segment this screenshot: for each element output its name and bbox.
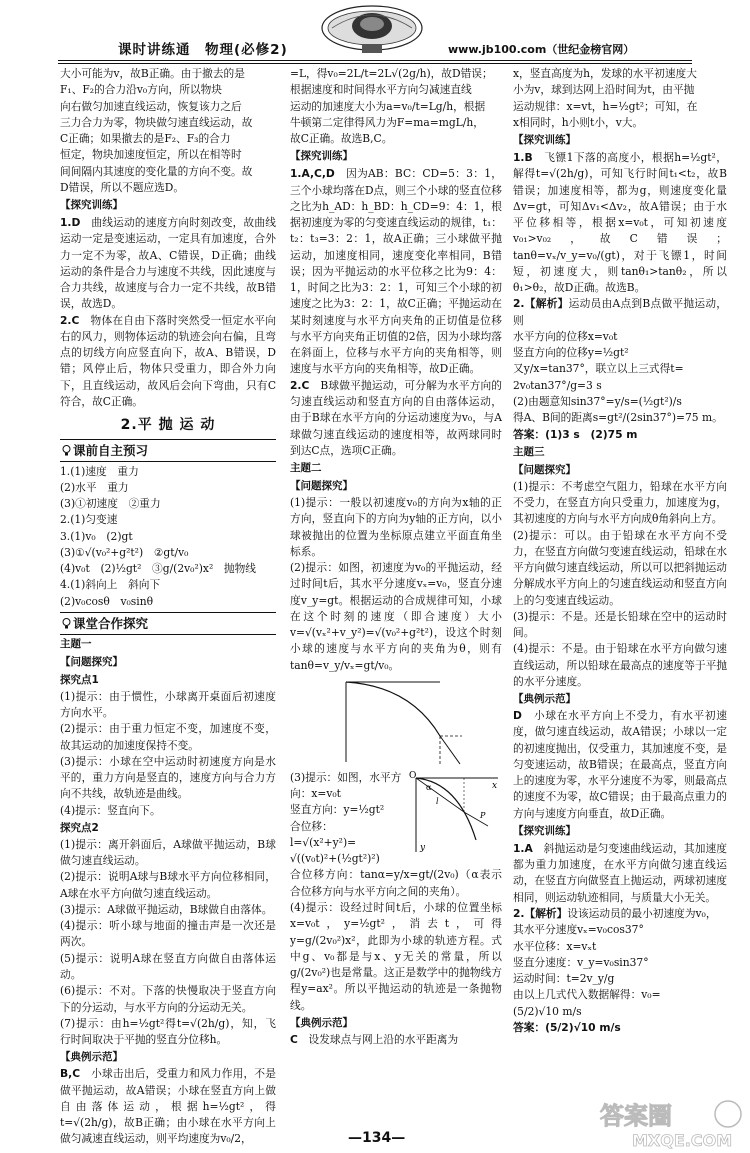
x-label: x — [492, 780, 498, 791]
answer-item — [513, 841, 727, 906]
answer-text: 曲线运动的速度方向时刻改变，故曲线运动一定是变速运动，一定具有加速度，合外力一定不为零，故A、C错误，D正确；曲线运动的条件是合力与速度不共线，因此速度与合力共线，故速度与合力一定不共线，故B错误，故选D。 — [60, 216, 276, 311]
band-heading-text: 课前自主预习 — [73, 442, 149, 458]
answer-text: 飞镖1下落的高度小，根据h=½gt²，解得t=√(2h/g)，可知飞行时间t₁<t₂，故B错误；加速度相等，都为g，则速度变化量Δv=gt，可知Δv₁<Δv₂，故A错误；由于水平位移相等，根据x=v₀t，可知初速度v₀₁>v₀₂，故C错误；tanθ=vₓ/v_y=v₀/(gt)，对于飞镖1，时间短，初速度大，则tanθ₁>tanθ₂，所以θ₁>θ₂，故D正确。故选B。 — [513, 151, 727, 295]
hint-line: √((v₀t)²+(½gt²)²) — [290, 852, 380, 866]
answer-key: D — [513, 709, 522, 723]
hint-item: (7)提示：由h=½gt²得t=√(2h/g)，知，飞行时间取决于平抛的竖直分位移h。 — [60, 1016, 276, 1047]
lightbulb-icon — [62, 445, 71, 456]
section-heading: 【探究训练】 — [513, 134, 576, 147]
text-line: =L，得v₀=2L/t=2L√(2g/h)，故D错误； — [290, 67, 493, 80]
subsection-heading: 探究点2 — [60, 821, 99, 834]
solution-line: 竖直方向的位移y=½gt² — [513, 346, 629, 360]
hint-line: 合位移方向：tanα=y/x=gt/(2v₀)（α表示合位移方向与水平方向之间的夹角）。 — [290, 868, 502, 898]
answer-line: 答案：(1)3 s (2)75 m — [513, 427, 638, 441]
solution-line: 其水平分速度vₓ=v₀cos37° — [513, 923, 644, 937]
text-line: 牛顿第二定律得风力为F=ma=mgL/h， — [290, 115, 484, 129]
y-label: y — [420, 842, 426, 853]
text-line: 运动规律：x=vt，h=½gt²；可知，在 — [513, 99, 698, 113]
solution-line: 得A、B间的距离s=gt²/(2sin37°)=75 m。 — [513, 411, 723, 425]
answer-text: B球做平抛运动，可分解为水平方向的匀速直线运动和竖直方向的自由落体运动，由于B球在水平方向的分运动速度为v₀，与A球做匀速直线运动的速度相等，故两球同时到达C点，选项C正确。 — [290, 378, 502, 457]
example-item — [60, 1066, 276, 1147]
hint-item: (2)提示：由于重力恒定不变，加速度不变，故其运动的加速度保持不变。 — [60, 722, 276, 752]
text-line: F₁、F₂的合力沿v₀方向，所以物块 — [60, 83, 222, 97]
alpha-label: α — [426, 782, 432, 792]
section-heading: 【典例示范】 — [290, 1016, 353, 1029]
answer-item — [513, 906, 727, 922]
solution-line: (2)由题意知sin37°=y/s=(½gt²)/s — [513, 395, 682, 408]
hint-item: (5)提示：说明A球在竖直方向做自由落体运动。 — [60, 951, 276, 981]
column-right — [513, 66, 727, 1036]
text-line: 向右做匀加速直线运动，恢复该力之后 — [60, 99, 242, 113]
text-line: x相同时，h小则t小，v大。 — [513, 115, 644, 129]
hint-item: (4)提示：竖直向下。 — [60, 803, 161, 817]
item-number: 1. — [290, 167, 302, 181]
band-heading-preview — [60, 439, 276, 462]
section-heading: 【典例示范】 — [60, 1051, 123, 1064]
section-heading: 【探究训练】 — [513, 824, 576, 837]
answer-item — [290, 166, 502, 377]
trajectory-velocity-figure — [290, 676, 502, 768]
column-middle — [290, 66, 502, 1048]
answer-key: C — [301, 378, 310, 392]
preview-line: (3)①初速度 ②重力 — [60, 497, 161, 511]
item-number: 2. — [60, 313, 72, 327]
section-heading: 【问题探究】 — [513, 463, 576, 476]
l-label: l — [436, 796, 439, 806]
example-text: 小球击出后，受重力和风力作用，不是做平抛运动，故A错误；小球在竖直方向上做自由落体运动，根据h=½gt²，得t=√(2h/g)，故B正确；由小球在水平方向上做匀减速直线运动，则平均速度为v₀/2， — [60, 1067, 276, 1146]
page-number: —134— — [348, 1130, 406, 1146]
band-heading-coop — [60, 612, 276, 635]
item-number: 2. — [513, 906, 525, 920]
solution-line: 由以上几式代入数据解得：v₀= — [513, 988, 661, 1002]
answer-key: B — [524, 151, 533, 165]
solution-line: 2v₀tan37°/g=3 s — [513, 378, 602, 392]
displacement-figure — [408, 770, 502, 854]
p-label: P — [480, 810, 486, 820]
origin-label: O — [409, 770, 417, 781]
answer-item — [513, 296, 727, 329]
item3-block — [290, 770, 502, 851]
answer-key: A,C,D — [301, 167, 335, 181]
hint-item: (3)提示：不是。还是长铅球在空中的运动时间。 — [513, 609, 727, 640]
item-number: 1. — [513, 151, 525, 165]
watermark-text: 答案圈 — [600, 1102, 672, 1130]
text-line: 小为v，球到达网上沿时间为t，由平抛 — [513, 83, 695, 97]
topic-heading: 主题一 — [60, 637, 92, 650]
section-heading: 【问题探究】 — [290, 480, 353, 493]
topic-heading: 主题三 — [513, 445, 545, 458]
text-line: 根据速度和时间得水平方向匀减速直线 — [290, 83, 472, 97]
item-number: 2. — [513, 297, 525, 311]
hint-item: (4)提示：设经过时间t后，小球的位置坐标x=v₀t，y=½gt²，消去t，可得y=g/(2v₀²)x²，此即为小球的轨迹方程。式中g、v₀都是与x、y无关的常量，所以g/(2v₀²)也是常量。这正是数学中的抛物线方程y=ax²。所以平抛运动的轨迹是一条抛物线。 — [290, 901, 502, 1012]
hint-item: (2)提示：如图，初速度为v₀的平抛运动，经过时间t后，其水平分速度vₓ=v₀，竖直分速度v_y=gt。根据运动的合成规律可知，小球在这个时刻的速度（即合速度）大小v=√(vₓ²+v_y²)=√(v₀²+g²t²)，设这个时刻小球的速度与水平方向的夹角为θ，则有tanθ=v_y/vₓ=gt/v₀。 — [290, 561, 502, 672]
preview-line: (3)①√(v₀²+g²t²) ②gt/v₀ — [60, 545, 189, 559]
velocity-diagram — [290, 676, 502, 768]
hint-item: (1)提示：不考虑空气阻力，铅球在水平方向不受力，在竖直方向只受重力，加速度为g，其初速度的方向与水平方向成θ角斜向上方。 — [513, 479, 727, 526]
hint-item: (3)提示：小球在空中运动时初速度方向是水平的，重力方向是竖直的，速度方向与合力方向不共线，故轨迹是曲线。 — [60, 754, 276, 801]
text-line: 大小可能为v，故B正确。由于撤去的是 — [60, 67, 245, 80]
text-line: 三力合力为零，物块做匀速直线运动，故 — [60, 115, 253, 129]
site-url[interactable]: www.jb100.com（世纪金榜官网） — [448, 43, 635, 56]
solution-line: 运动时间：t=2v_y/g — [513, 972, 615, 986]
text-line: x，竖直高度为h，发球的水平初速度大 — [513, 67, 697, 80]
text-line: D错误，所以不题应选D。 — [60, 180, 185, 194]
book-logo-icon — [318, 2, 426, 56]
column-left — [60, 66, 276, 1148]
lesson-title: 2.平 抛 运 动 — [120, 417, 216, 434]
solution-line: 水平位移：x=vₓt — [513, 939, 597, 953]
section-heading: 【探究训练】 — [290, 150, 353, 163]
preview-line: (2)水平 重力 — [60, 480, 129, 494]
hint-item: (1)提示：一般以初速度v₀的方向为x轴的正方向，竖直向下的方向为y轴的正方向，以小球被抛出的位置为坐标原点建立平面直角坐标系。 — [290, 495, 502, 558]
preview-line: (2)v₀cosθ v₀sinθ — [60, 594, 154, 608]
text-line: 间间隔内其速度的变化量的方向不变。故 — [60, 164, 253, 178]
item-number: 2. — [290, 378, 302, 392]
hint-item: (2)提示：可以。由于铅球在水平方向不受力，在竖直方向做匀变速直线运动，铅球在水平方向做匀速直线运动，所以可以把斜抛运动分解成水平方向上的匀速直线运动和竖直方向上的匀变速直线运动。 — [513, 528, 727, 607]
band-heading-text: 课堂合作探究 — [73, 615, 149, 631]
answer-item — [290, 378, 502, 459]
preview-line: 2.(1)匀变速 — [60, 513, 118, 527]
example-text: 设发球点与网上沿的水平距离为 — [308, 1032, 459, 1046]
example-item — [290, 1032, 502, 1048]
hint-line: l=√(x²+y²)= — [290, 835, 357, 849]
text-line: 运动的加速度大小为a=v₀/t=Lg/h，根据 — [290, 99, 486, 113]
preview-line: 4.(1)斜向上 斜向下 — [60, 578, 161, 592]
subsection-heading: 探究点1 — [60, 673, 99, 686]
hint-item: (6)提示：不对。下落的快慢取决于竖直方向下的分运动，与水平方向的分运动无关。 — [60, 984, 276, 1014]
series-title: 课时讲练通 物理(必修2) — [118, 42, 288, 58]
answer-item — [60, 313, 276, 411]
solution-line: 又y/x=tan37°，联立以上三式得t= — [513, 362, 684, 376]
answer-key: C — [71, 313, 80, 327]
answer-text: 物体在自由下落时突然受一恒定水平向右的风力，则物体运动的轨迹会向右偏，且弯点的切线方向应竖直向下，故A、B错误，D错；风停止后，物体只受重力，即合外力向下，且直线运动，故风后会向下弯曲，只有C符合，故C正确。 — [60, 313, 276, 408]
v-vector — [440, 736, 460, 764]
item-number: 1. — [60, 216, 72, 230]
answer-key: 【解析】 — [524, 297, 569, 311]
displacement-line — [416, 778, 464, 812]
answer-key: 【解析】 — [524, 906, 568, 920]
hint-item: (2)提示：说明A球与B球水平方向位移相同，A球在水平方向做匀速直线运动。 — [60, 870, 276, 900]
topic-heading: 主题二 — [290, 462, 322, 475]
answer-item — [513, 150, 727, 296]
header-rule — [58, 60, 692, 61]
preview-line: (4)v₀t (2)½gt² ③g/(2v₀²)x² 抛物线 — [60, 562, 256, 576]
lightbulb-icon — [62, 618, 71, 629]
section-heading: 【探究训练】 — [60, 199, 123, 212]
hint-line: 合位移： — [290, 819, 333, 833]
preview-line: 1.(1)速度 重力 — [60, 464, 139, 478]
page-header — [0, 0, 750, 64]
watermark-logo — [596, 1098, 746, 1150]
text-line: 恒定，物块加速度恒定，所以在相等时 — [60, 148, 242, 162]
hint-item: (3)提示：A球做平抛运动，B球做自由落体。 — [60, 902, 273, 916]
solution-line: 水平方向的位移x=v₀t — [513, 329, 618, 343]
text-line: C正确；如果撤去的是F₂、F₃的合力 — [60, 132, 231, 146]
section-heading: 【问题探究】 — [60, 655, 123, 668]
answer-key: B,C — [60, 1067, 81, 1081]
header-rule-thin — [58, 63, 692, 64]
hint-item: (1)提示：由于惯性，小球离开桌面后初速度方向水平。 — [60, 689, 276, 720]
solution-line: 竖直分速度：v_y=v₀sin37° — [513, 955, 649, 969]
answer-line: 答案：(5/2)√10 m/s — [513, 1020, 621, 1034]
answer-key: D — [71, 216, 81, 230]
answer-key: A — [524, 841, 533, 855]
answer-text: 设该运动员的最小初速度为v₀， — [567, 906, 717, 920]
answer-text: 因为AB：BC：CD=5：3：1，三个小球均落在D点，则三个小球的竖直位移之比为h_AD：h_BD：h_CD=9：4：1，根据初速度为零的匀变速直线运动的规律，t₁：t₂：t₃=3：2：1，故A正确；三小球做平抛运动，加速度相同，速度变化率相同，B错误；因为平抛运动的水平位移之比为9：4：1，时间之比为3：2：1，可知三个小球的初速度之比为3：2：1，故C正确；平抛运动在某时刻速度与水平方向夹角的正切值是位移与水平方向夹角正切值的2倍，因为小球均落在斜面上，位移与水平方向的夹角相等，则速度与水平方向的夹角相等，故D正确。 — [290, 167, 502, 376]
trajectory-curve — [346, 682, 440, 736]
preview-line: 3.(1)v₀ (2)gt — [60, 529, 133, 543]
example-item — [513, 708, 727, 822]
text-line: 故C正确。故选B,C。 — [290, 132, 393, 146]
hint-line: (3)提示：如图，水平方 — [290, 770, 402, 784]
hint-item: (4)提示：不是。由于铅球在水平方向做匀速直线运动，所以铅球在最高点的速度等于平抛的水平分速度。 — [513, 642, 727, 688]
item-number: 1. — [513, 841, 525, 855]
example-text: 小球在水平方向上不受力，有水平初速度，做匀速直线运动，故A错误；小球以一定的初速度抛出，仅受重力，其加速度不变，是匀变速运动，故B错误；在最高点，竖直方向上的速度为零，水平分速度不为零，则最高点的速度不为零，故C错误；由于最高点重力的方向与速度方向垂直，故D正确。 — [513, 709, 727, 820]
hint-item: (4)提示：听小球与地面的撞击声是一次还是两次。 — [60, 919, 276, 949]
watermark-domain: MXQE.COM — [632, 1131, 733, 1150]
answer-text: 斜抛运动是匀变速曲线运动，其加速度都为重力加速度，在水平方向做匀速直线运动，在竖直方向做竖直上抛运动，两球初速度相同，则运动轨迹相同，与质量大小无关。 — [513, 841, 727, 904]
answer-text: 运动员由A点到B点做平抛运动，则 — [513, 297, 727, 327]
hint-item: (1)提示：离开斜面后，A球做平抛运动，B球做匀速直线运动。 — [60, 837, 276, 868]
hint-line: 向：x=v₀t — [290, 787, 341, 801]
trajectory-curve — [416, 778, 476, 840]
hint-line: 竖直方向：y=½gt² — [290, 803, 385, 817]
section-heading: 【典例示范】 — [513, 693, 576, 706]
answer-item — [60, 215, 276, 313]
answer-key: C — [290, 1032, 298, 1046]
solution-line: (5/2)√10 m/s — [513, 1004, 582, 1018]
watermark-circle-icon — [715, 1101, 741, 1127]
